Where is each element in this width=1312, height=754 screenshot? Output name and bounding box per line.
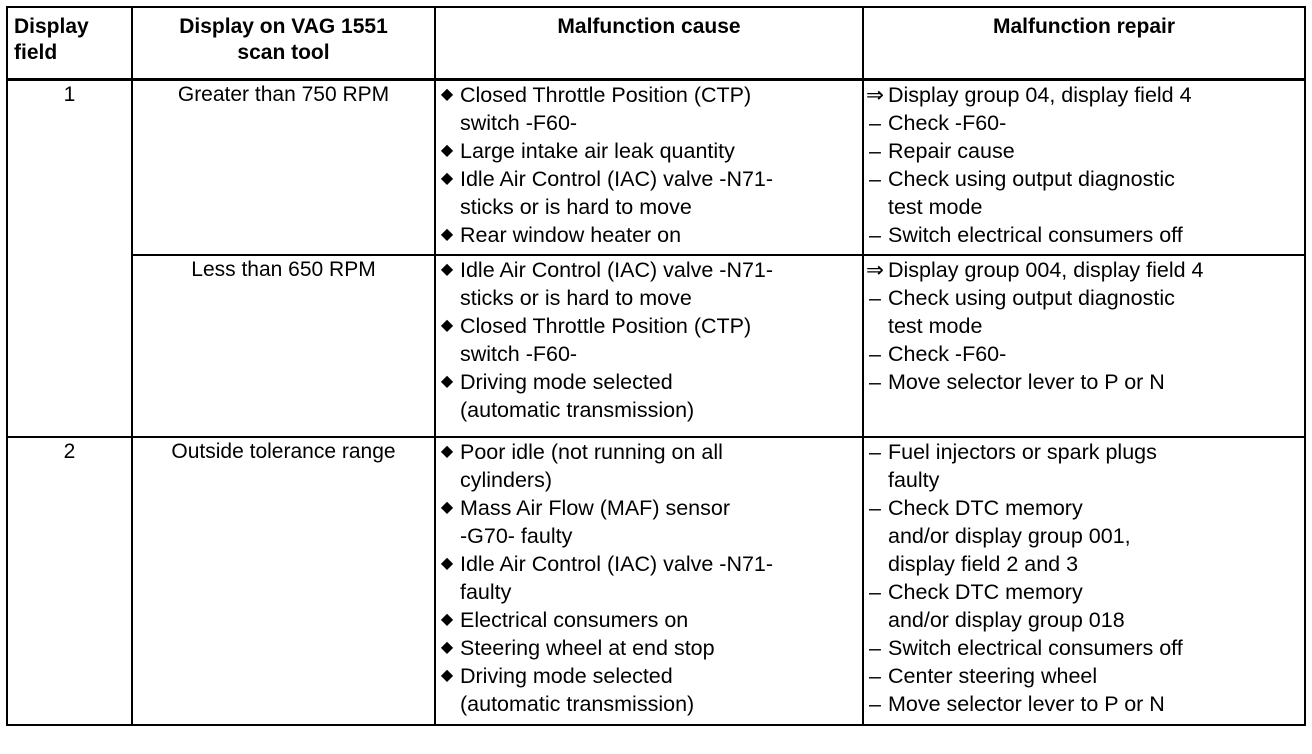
list-item-line: Display group 04, display field 4: [888, 83, 1192, 107]
list-item-line: and/or display group 018: [888, 608, 1125, 632]
diagnostic-table: [6, 6, 1306, 726]
list-item-line: test mode: [888, 314, 983, 338]
diamond-bullet-icon: ◆: [440, 667, 454, 684]
list-item: [864, 284, 1304, 340]
list-item-line: -G70- faulty: [460, 524, 573, 548]
list-item-line: Large intake air leak quantity: [460, 139, 735, 163]
list-item: [436, 368, 862, 424]
diamond-bullet-icon: ◆: [440, 555, 454, 572]
list-item-line: Check -F60-: [888, 111, 1007, 135]
repair-list: [864, 438, 1304, 718]
display-field-cell: 1: [7, 80, 132, 438]
list-item-line: Center steering wheel: [888, 664, 1098, 688]
list-item-line: Repair cause: [888, 139, 1015, 163]
list-item-line: Check -F60-: [888, 342, 1007, 366]
arrow-right-icon: ⇒: [865, 83, 884, 107]
list-item: [864, 221, 1304, 249]
list-item: [864, 165, 1304, 221]
list-item: [864, 137, 1304, 165]
repair-list: [864, 81, 1304, 249]
list-item-line: and/or display group 001,: [888, 524, 1131, 548]
display-field-cell: 2: [7, 437, 132, 725]
diamond-bullet-icon: ◆: [440, 499, 454, 516]
list-item-line: Move selector lever to P or N: [888, 370, 1165, 394]
scan-tool-display-cell: Outside tolerance range: [132, 437, 435, 725]
malfunction-cause-cell: [435, 80, 863, 256]
list-item: [864, 368, 1304, 396]
list-item: [864, 256, 1304, 284]
list-item: [436, 634, 862, 662]
scan-tool-display-cell: Less than 650 RPM: [132, 255, 435, 437]
list-item-line: sticks or is hard to move: [460, 195, 692, 219]
list-item-line: Mass Air Flow (MAF) sensor: [460, 496, 730, 520]
list-item-line: Electrical consumers on: [460, 608, 689, 632]
malfunction-repair-cell: [863, 80, 1305, 256]
dash-bullet-icon: –: [869, 167, 881, 191]
list-item: [436, 81, 862, 137]
list-item-line: display field 2 and 3: [888, 552, 1079, 576]
list-item: [436, 165, 862, 221]
list-item: [436, 137, 862, 165]
list-item-line: Steering wheel at end stop: [460, 636, 715, 660]
list-item: [436, 221, 862, 249]
cause-list: [436, 81, 862, 249]
dash-bullet-icon: –: [869, 286, 881, 310]
list-item: [864, 109, 1304, 137]
list-item: [864, 438, 1304, 494]
list-item-line: Rear window heater on: [460, 223, 682, 247]
diamond-bullet-icon: ◆: [440, 317, 454, 334]
list-item: [436, 662, 862, 718]
malfunction-repair-cell: [863, 437, 1305, 725]
list-item-line: Poor idle (not running on all: [460, 440, 723, 464]
list-item-line: sticks or is hard to move: [460, 286, 692, 310]
list-item-line: cylinders): [460, 468, 552, 492]
dash-bullet-icon: –: [869, 664, 881, 688]
list-item-line: Driving mode selected: [460, 664, 673, 688]
diagnostic-table-page: [6, 6, 1304, 746]
malfunction-cause-cell: [435, 437, 863, 725]
list-item-line: Check using output diagnostic: [888, 286, 1175, 310]
dash-bullet-icon: –: [869, 223, 881, 247]
dash-bullet-icon: –: [869, 111, 881, 135]
diamond-bullet-icon: ◆: [440, 142, 454, 159]
list-item-line: Idle Air Control (IAC) valve -N71-: [460, 552, 774, 576]
list-item-line: Display group 004, display field 4: [888, 258, 1204, 282]
list-item-line: (automatic transmission): [460, 398, 695, 422]
list-item-line: faulty: [460, 580, 512, 604]
dash-bullet-icon: –: [869, 636, 881, 660]
list-item-line: Idle Air Control (IAC) valve -N71-: [460, 167, 774, 191]
repair-list: [864, 256, 1304, 396]
cause-list: [436, 256, 862, 424]
list-item-line: Driving mode selected: [460, 370, 673, 394]
table-row: [7, 80, 1305, 256]
list-item-line: switch -F60-: [460, 342, 578, 366]
list-item-line: faulty: [888, 468, 940, 492]
diamond-bullet-icon: ◆: [440, 611, 454, 628]
list-item-line: Closed Throttle Position (CTP): [460, 83, 752, 107]
list-item: [864, 494, 1304, 578]
list-item: [864, 340, 1304, 368]
cause-list: [436, 438, 862, 718]
list-item: [864, 662, 1304, 690]
list-item: [436, 494, 862, 550]
list-item: [436, 256, 862, 312]
arrow-right-icon: ⇒: [865, 258, 884, 282]
diamond-bullet-icon: ◆: [440, 373, 454, 390]
list-item-line: Check using output diagnostic: [888, 167, 1175, 191]
header-display-on-scan-tool: Display on VAG 1551 scan tool: [132, 7, 435, 80]
list-item-line: Switch electrical consumers off: [888, 223, 1183, 247]
list-item-line: Check DTC memory: [888, 580, 1083, 604]
dash-bullet-icon: –: [869, 496, 881, 520]
dash-bullet-icon: –: [869, 692, 881, 716]
list-item: [864, 690, 1304, 718]
dash-bullet-icon: –: [869, 139, 881, 163]
diamond-bullet-icon: ◆: [440, 86, 454, 103]
header-malfunction-repair: Malfunction repair: [863, 7, 1305, 80]
table-row: [7, 255, 1305, 437]
list-item: [436, 438, 862, 494]
list-item: [864, 578, 1304, 634]
list-item-line: Move selector lever to P or N: [888, 692, 1165, 716]
list-item-line: Idle Air Control (IAC) valve -N71-: [460, 258, 774, 282]
diamond-bullet-icon: ◆: [440, 226, 454, 243]
list-item-line: switch -F60-: [460, 111, 578, 135]
malfunction-repair-cell: [863, 255, 1305, 437]
malfunction-cause-cell: [435, 255, 863, 437]
diamond-bullet-icon: ◆: [440, 443, 454, 460]
list-item-line: test mode: [888, 195, 983, 219]
list-item-line: (automatic transmission): [460, 692, 695, 716]
list-item: [864, 81, 1304, 109]
dash-bullet-icon: –: [869, 440, 881, 464]
table-header-row: [7, 7, 1305, 80]
dash-bullet-icon: –: [869, 580, 881, 604]
diamond-bullet-icon: ◆: [440, 261, 454, 278]
list-item: [864, 634, 1304, 662]
dash-bullet-icon: –: [869, 342, 881, 366]
diamond-bullet-icon: ◆: [440, 639, 454, 656]
dash-bullet-icon: –: [869, 370, 881, 394]
table-row: [7, 437, 1305, 725]
diamond-bullet-icon: ◆: [440, 170, 454, 187]
header-display-field: Display field: [7, 7, 132, 80]
scan-tool-display-cell: Greater than 750 RPM: [132, 80, 435, 256]
list-item: [436, 606, 862, 634]
list-item: [436, 550, 862, 606]
list-item-line: Switch electrical consumers off: [888, 636, 1183, 660]
list-item-line: Check DTC memory: [888, 496, 1083, 520]
list-item: [436, 312, 862, 368]
list-item-line: Closed Throttle Position (CTP): [460, 314, 752, 338]
header-malfunction-cause: Malfunction cause: [435, 7, 863, 80]
list-item-line: Fuel injectors or spark plugs: [888, 440, 1157, 464]
